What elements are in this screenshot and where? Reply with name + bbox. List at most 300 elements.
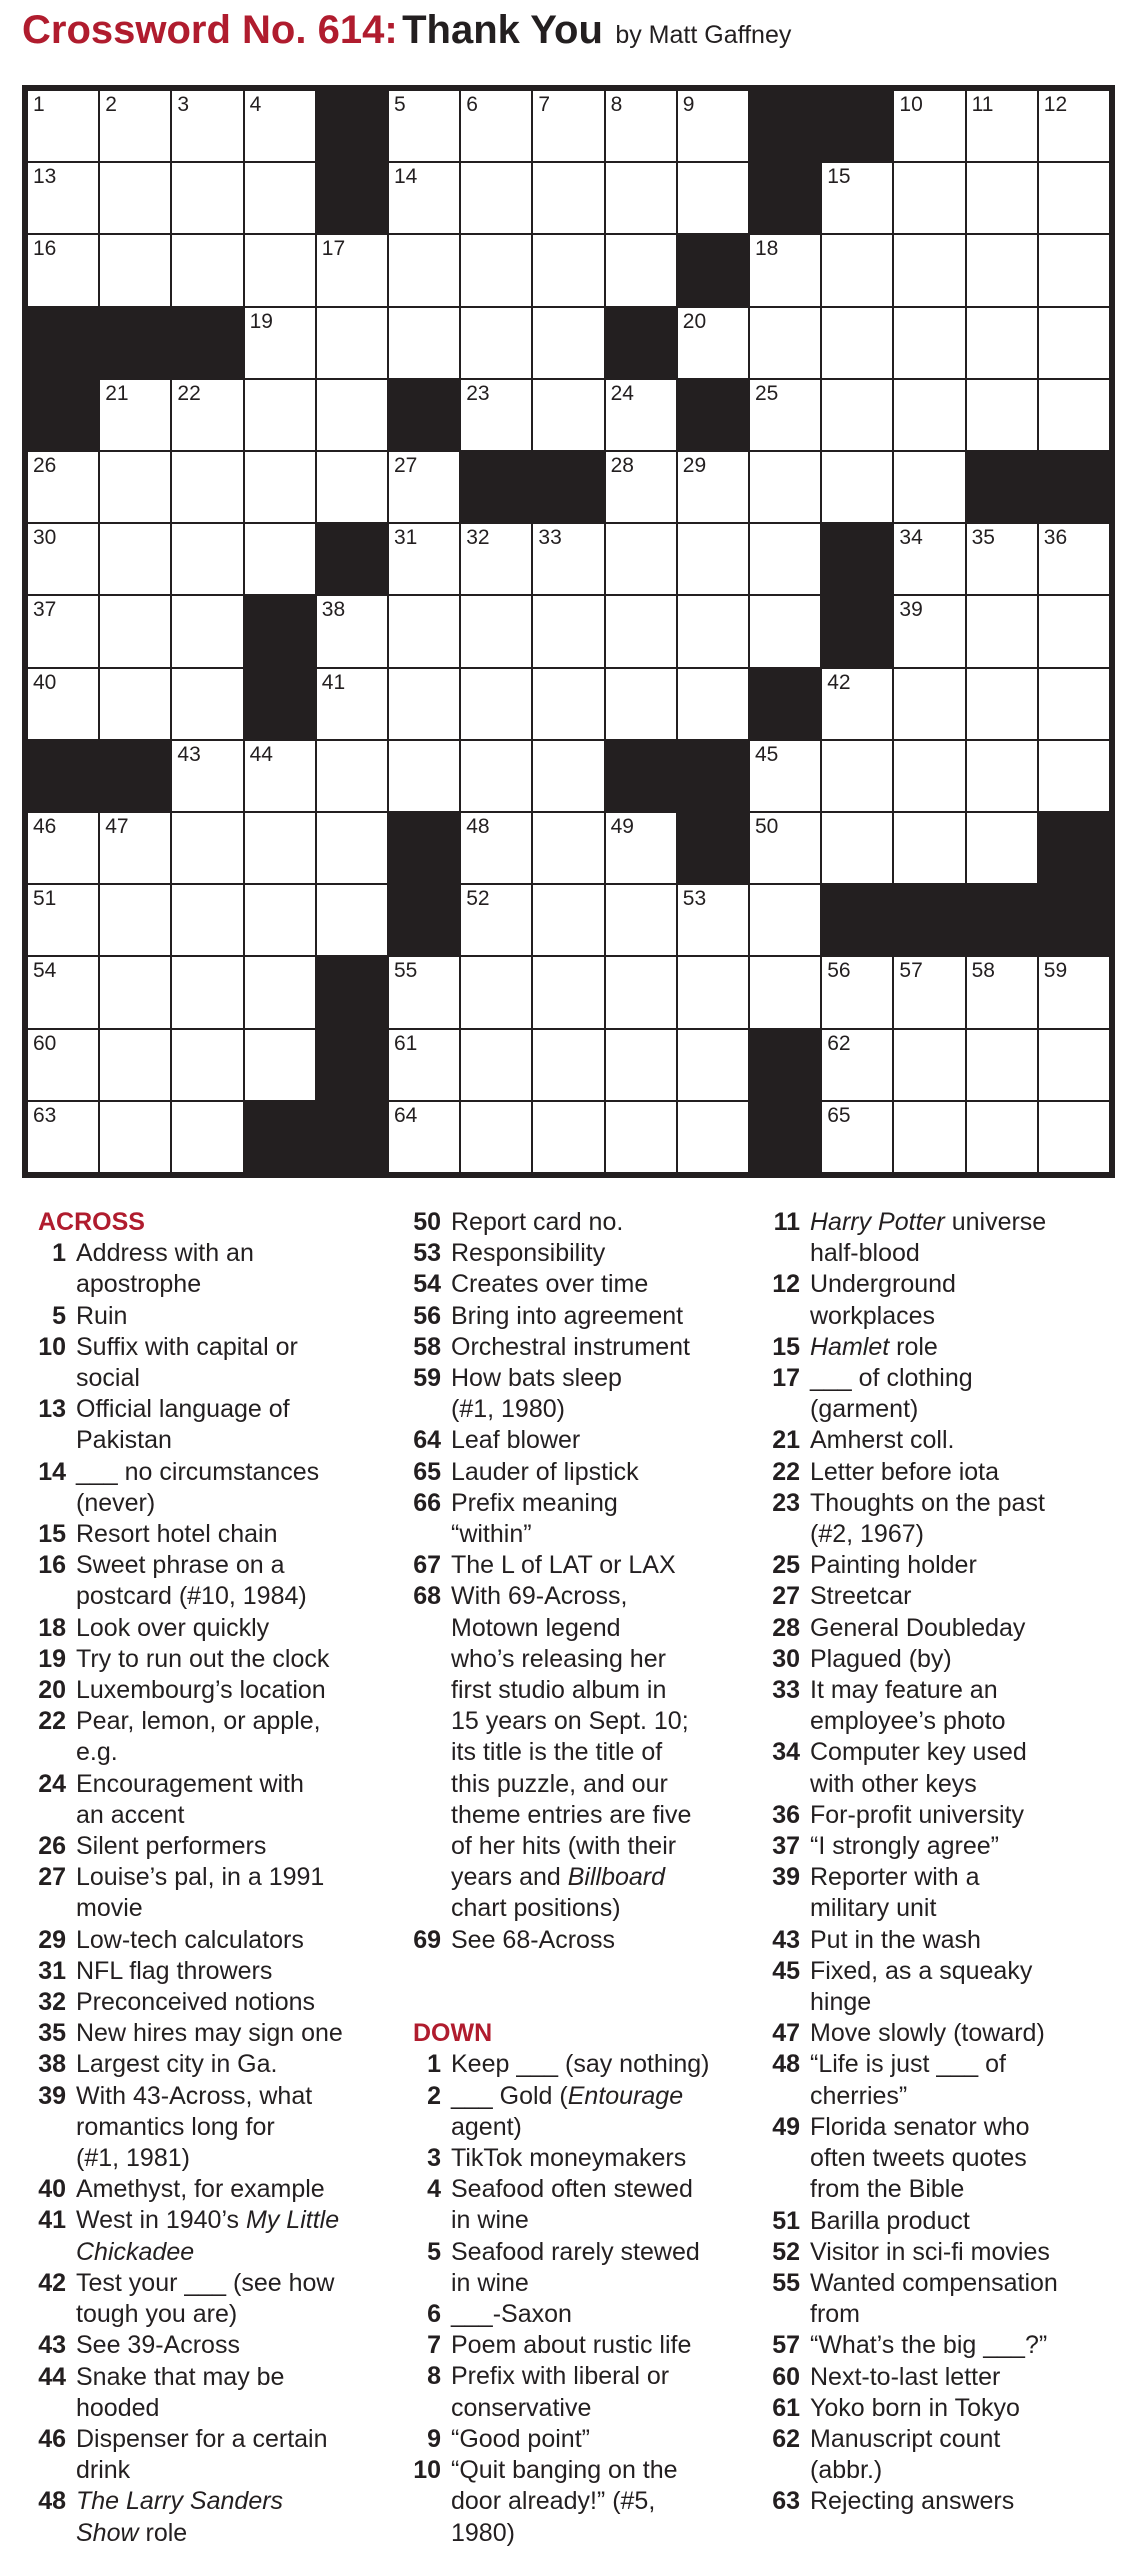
clue: 5 Seafood rarely stewed [413, 2237, 758, 2268]
grid-cell[interactable] [532, 523, 604, 595]
clue: 48 The Larry Sanders [38, 2486, 388, 2517]
grid-cell[interactable] [605, 668, 677, 740]
grid-cell[interactable] [27, 451, 99, 523]
grid-cell[interactable] [1038, 234, 1110, 306]
grid-cell[interactable] [1038, 307, 1110, 379]
grid-cell[interactable] [244, 162, 316, 234]
clue: 68 With 69-Across, [413, 1581, 758, 1612]
clue-number: 43 [38, 2331, 66, 2360]
grid-cell[interactable] [605, 451, 677, 523]
clue-number: 38 [38, 2050, 66, 2079]
puzzle-theme: Thank You [402, 8, 603, 52]
grid-cell[interactable] [460, 90, 532, 162]
clue-number: 5 [52, 1301, 66, 1330]
clue-continuation: tough you are) [76, 2300, 238, 2329]
grid-cell[interactable] [966, 1029, 1038, 1101]
grid-cell[interactable] [749, 523, 821, 595]
grid-cell[interactable] [1038, 90, 1110, 162]
grid-cell[interactable] [821, 451, 893, 523]
grid-cell[interactable] [532, 740, 604, 812]
grid-cell[interactable] [460, 1101, 532, 1173]
grid-cell[interactable] [893, 595, 965, 667]
black-square [749, 1101, 821, 1173]
grid-cell[interactable] [1038, 379, 1110, 451]
grid-cell[interactable] [893, 1101, 965, 1173]
grid-cell[interactable] [749, 884, 821, 956]
grid-cell[interactable] [749, 451, 821, 523]
puzzle-title [22, 8, 791, 64]
grid-cell[interactable] [966, 307, 1038, 379]
grid-cell[interactable] [605, 523, 677, 595]
grid-cell[interactable] [893, 523, 965, 595]
grid-cell[interactable] [388, 595, 460, 667]
grid-cell[interactable] [893, 451, 965, 523]
clue: 2 ___ Gold (Entourage [413, 2081, 758, 2112]
cell-number: 26 [33, 453, 57, 477]
grid-cell[interactable] [966, 740, 1038, 812]
clue-number: 55 [772, 2268, 800, 2297]
clue-continuation: employee’s photo [810, 1707, 1006, 1736]
grid-cell[interactable] [27, 90, 99, 162]
grid-cell[interactable] [605, 1029, 677, 1101]
grid-cell[interactable] [244, 523, 316, 595]
grid-cell[interactable] [171, 90, 243, 162]
grid-cell[interactable] [316, 884, 388, 956]
grid-cell[interactable] [821, 379, 893, 451]
grid-cell[interactable] [821, 1029, 893, 1101]
grid-cell[interactable] [605, 884, 677, 956]
grid-cell[interactable] [460, 234, 532, 306]
grid-cell[interactable] [966, 90, 1038, 162]
grid-cell[interactable] [27, 523, 99, 595]
cell-number: 65 [827, 1103, 851, 1127]
clue-number: 45 [772, 1956, 800, 1985]
section-gap [413, 1956, 758, 2018]
cell-number: 50 [754, 814, 779, 838]
grid-cell[interactable] [244, 1029, 316, 1101]
grid-cell[interactable] [171, 1101, 243, 1173]
black-square [1038, 884, 1110, 956]
clue-number: 20 [38, 1676, 66, 1705]
clue: 17 ___ of clothing [772, 1363, 1127, 1394]
cell-number: 60 [33, 1031, 57, 1055]
grid-cell[interactable] [966, 234, 1038, 306]
clue: 20 Luxembourg’s location [38, 1675, 388, 1706]
clue: 16 Sweet phrase on a [38, 1550, 388, 1581]
grid-cell[interactable] [316, 812, 388, 884]
grid-cell[interactable] [749, 307, 821, 379]
clue-continuation: (#2, 1967) [810, 1520, 924, 1549]
grid-cell[interactable] [966, 523, 1038, 595]
grid-cell[interactable] [99, 379, 171, 451]
grid-cell[interactable] [893, 740, 965, 812]
clue-number: 29 [38, 1925, 66, 1954]
cell-number: 5 [393, 93, 406, 116]
black-square [821, 884, 893, 956]
grid-cell[interactable] [821, 234, 893, 306]
black-square [532, 451, 604, 523]
grid-cell[interactable] [677, 595, 749, 667]
cell-number: 58 [971, 959, 995, 983]
grid-cell[interactable] [99, 451, 171, 523]
clue: 25 Painting holder [772, 1550, 1127, 1581]
grid-cell[interactable] [99, 668, 171, 740]
grid-cell[interactable] [460, 812, 532, 884]
clue: 62 Manuscript count [772, 2424, 1127, 2455]
grid-cell[interactable] [821, 668, 893, 740]
clue-number: 41 [38, 2206, 66, 2235]
grid-cell[interactable] [821, 956, 893, 1028]
grid-cell[interactable] [749, 234, 821, 306]
clue-continuation: apostrophe [76, 1270, 202, 1299]
clue: 43 See 39-Across [38, 2330, 388, 2361]
clue: 43 Put in the wash [772, 1925, 1127, 1956]
clue: 18 Look over quickly [38, 1613, 388, 1644]
clue-number: 22 [38, 1707, 66, 1736]
cell-number: 36 [1043, 526, 1068, 550]
grid-cell[interactable] [99, 884, 171, 956]
grid-cell[interactable] [532, 668, 604, 740]
grid-cell[interactable] [532, 595, 604, 667]
grid-cell[interactable] [677, 90, 749, 162]
grid-cell[interactable] [605, 162, 677, 234]
grid-cell[interactable] [966, 668, 1038, 740]
black-square [893, 884, 965, 956]
clue-continuation: years and Billboard [451, 1863, 666, 1892]
grid-cell[interactable] [388, 523, 460, 595]
cell-number: 9 [682, 93, 695, 116]
grid-cell[interactable] [99, 523, 171, 595]
black-square [244, 668, 316, 740]
grid-cell[interactable] [27, 884, 99, 956]
grid-cell[interactable] [316, 451, 388, 523]
grid-cell[interactable] [388, 740, 460, 812]
grid-cell[interactable] [171, 523, 243, 595]
clue: 14 ___ no circumstances [38, 1457, 388, 1488]
grid-cell[interactable] [460, 884, 532, 956]
clue-continuation: theme entries are five [451, 1800, 692, 1829]
grid-cell[interactable] [677, 307, 749, 379]
clue-number: 60 [772, 2362, 800, 2391]
grid-cell[interactable] [27, 668, 99, 740]
grid-cell[interactable] [605, 379, 677, 451]
clue-number: 69 [413, 1925, 441, 1954]
grid-cell[interactable] [171, 1029, 243, 1101]
clue: 22 Pear, lemon, or apple, [38, 1706, 388, 1737]
grid-cell[interactable] [316, 740, 388, 812]
grid-cell[interactable] [460, 523, 532, 595]
clue-number: 48 [38, 2487, 66, 2516]
grid-cell[interactable] [27, 595, 99, 667]
grid-cell[interactable] [532, 1101, 604, 1173]
clue-number: 5 [427, 2237, 441, 2266]
clue-number: 22 [772, 1457, 800, 1486]
grid-cell[interactable] [966, 1101, 1038, 1173]
grid-cell[interactable] [1038, 1101, 1110, 1173]
grid-cell[interactable] [749, 379, 821, 451]
clue-number: 10 [38, 1332, 66, 1361]
grid-cell[interactable] [1038, 523, 1110, 595]
black-square [27, 379, 99, 451]
grid-cell[interactable] [532, 162, 604, 234]
grid-cell[interactable] [388, 956, 460, 1028]
grid-cell[interactable] [749, 740, 821, 812]
grid-cell[interactable] [27, 812, 99, 884]
grid-cell[interactable] [532, 307, 604, 379]
grid-cell[interactable] [966, 379, 1038, 451]
cell-number: 27 [393, 453, 418, 477]
grid-cell[interactable] [893, 90, 965, 162]
grid-cell[interactable] [99, 90, 171, 162]
grid-cell[interactable] [171, 668, 243, 740]
clue-continuation: postcard (#10, 1984) [76, 1582, 307, 1611]
clue-number: 35 [38, 2019, 66, 2048]
grid-cell[interactable] [388, 307, 460, 379]
grid-cell[interactable] [460, 668, 532, 740]
grid-cell[interactable] [316, 234, 388, 306]
cell-number: 56 [827, 959, 851, 983]
grid-cell[interactable] [244, 740, 316, 812]
clue: 42 Test your ___ (see how [38, 2268, 388, 2299]
grid-cell[interactable] [171, 451, 243, 523]
clue-number: 50 [413, 1208, 441, 1236]
grid-cell[interactable] [677, 523, 749, 595]
grid-cell[interactable] [893, 1029, 965, 1101]
clue-number: 28 [772, 1613, 800, 1642]
grid-cell[interactable] [893, 162, 965, 234]
grid-cell[interactable] [677, 1029, 749, 1101]
grid-cell[interactable] [460, 162, 532, 234]
grid-cell[interactable] [388, 90, 460, 162]
grid-cell[interactable] [99, 234, 171, 306]
grid-cell[interactable] [1038, 595, 1110, 667]
grid-cell[interactable] [244, 379, 316, 451]
grid-cell[interactable] [99, 956, 171, 1028]
black-square [244, 595, 316, 667]
grid-cell[interactable] [893, 956, 965, 1028]
clue: 12 Underground [772, 1269, 1127, 1300]
clue-number: 47 [772, 2019, 800, 2048]
clue-number: 51 [772, 2206, 800, 2235]
grid-cell[interactable] [460, 740, 532, 812]
grid-cell[interactable] [244, 451, 316, 523]
grid-cell[interactable] [821, 1101, 893, 1173]
clue-continuation: cherries” [810, 2081, 908, 2110]
grid-cell[interactable] [244, 234, 316, 306]
grid-cell[interactable] [677, 162, 749, 234]
grid-cell[interactable] [677, 956, 749, 1028]
grid-cell[interactable] [605, 90, 677, 162]
clue: 39 Reporter with a [772, 1862, 1127, 1893]
cell-number: 24 [610, 381, 634, 405]
grid-cell[interactable] [27, 234, 99, 306]
clue-number: 64 [413, 1426, 441, 1455]
clue-number: 59 [413, 1364, 441, 1393]
cell-number: 4 [249, 93, 262, 116]
grid-cell[interactable] [966, 162, 1038, 234]
cell-number: 30 [33, 526, 57, 550]
grid-cell[interactable] [388, 1029, 460, 1101]
grid-cell[interactable] [171, 162, 243, 234]
black-square [749, 668, 821, 740]
grid-cell[interactable] [532, 884, 604, 956]
grid-cell[interactable] [388, 1101, 460, 1173]
grid-cell[interactable] [388, 162, 460, 234]
cell-number: 63 [33, 1103, 57, 1127]
grid-cell[interactable] [171, 884, 243, 956]
grid-cell[interactable] [605, 812, 677, 884]
grid-cell[interactable] [171, 234, 243, 306]
clue-number: 14 [38, 1457, 66, 1486]
grid-cell[interactable] [749, 595, 821, 667]
grid-cell[interactable] [532, 956, 604, 1028]
clue-number: 23 [772, 1488, 800, 1517]
grid-cell[interactable] [966, 595, 1038, 667]
clue-continuation: in wine [451, 2268, 529, 2297]
clue-continuation: often tweets quotes [810, 2144, 1027, 2173]
grid-cell[interactable] [316, 595, 388, 667]
grid-cell[interactable] [99, 1029, 171, 1101]
clue: 41 West in 1940’s My Little [38, 2205, 388, 2236]
grid-cell[interactable] [460, 379, 532, 451]
grid-cell[interactable] [460, 1029, 532, 1101]
grid-cell[interactable] [244, 812, 316, 884]
grid-cell[interactable] [677, 451, 749, 523]
grid-cell[interactable] [27, 162, 99, 234]
clue-continuation: hinge [810, 1988, 872, 2017]
clue: 58 Orchestral instrument [413, 1332, 758, 1363]
clue: 3 TikTok moneymakers [413, 2143, 758, 2174]
grid-cell[interactable] [605, 956, 677, 1028]
clue-continuation: hooded [76, 2393, 160, 2422]
clue: 40 Amethyst, for example [38, 2174, 388, 2205]
grid-cell[interactable] [99, 162, 171, 234]
grid-cell[interactable] [388, 451, 460, 523]
grid-cell[interactable] [460, 307, 532, 379]
clue-continuation: chart positions) [451, 1894, 621, 1923]
clue: 56 Bring into agreement [413, 1301, 758, 1332]
grid-cell[interactable] [605, 234, 677, 306]
grid-cell[interactable] [893, 668, 965, 740]
grid-cell[interactable] [316, 379, 388, 451]
grid-cell[interactable] [893, 379, 965, 451]
grid-cell[interactable] [966, 956, 1038, 1028]
cell-number: 14 [393, 165, 418, 189]
grid-cell[interactable] [1038, 956, 1110, 1028]
clue-number: 25 [772, 1551, 800, 1580]
grid-cell[interactable] [532, 379, 604, 451]
cell-number: 62 [827, 1031, 851, 1055]
black-square [388, 812, 460, 884]
grid-cell[interactable] [27, 1029, 99, 1101]
grid-cell[interactable] [99, 812, 171, 884]
crossword-grid-frame [22, 85, 1115, 1178]
grid-cell[interactable] [966, 812, 1038, 884]
grid-cell[interactable] [27, 1101, 99, 1173]
grid-cell[interactable] [171, 956, 243, 1028]
grid-cell[interactable] [316, 307, 388, 379]
clue-number: 65 [413, 1457, 441, 1486]
clue-continuation: half-blood [810, 1239, 920, 1268]
cell-number: 38 [321, 598, 346, 622]
grid-cell[interactable] [1038, 162, 1110, 234]
grid-cell[interactable] [821, 162, 893, 234]
clue-number: 24 [38, 1769, 66, 1798]
grid-cell[interactable] [171, 595, 243, 667]
black-square [99, 307, 171, 379]
clue-number: 48 [772, 2050, 800, 2079]
grid-cell[interactable] [749, 956, 821, 1028]
grid-cell[interactable] [1038, 740, 1110, 812]
grid-cell[interactable] [171, 812, 243, 884]
clue-number: 52 [772, 2237, 800, 2266]
grid-cell[interactable] [99, 595, 171, 667]
grid-cell[interactable] [244, 307, 316, 379]
grid-cell[interactable] [27, 956, 99, 1028]
clue-number: 18 [38, 1613, 66, 1642]
grid-cell[interactable] [99, 1101, 171, 1173]
grid-cell[interactable] [388, 668, 460, 740]
clue-number: 27 [772, 1582, 800, 1611]
clue-number: 34 [772, 1738, 800, 1767]
clue: 30 Plagued (by) [772, 1644, 1127, 1675]
clue: 31 NFL flag throwers [38, 1956, 388, 1987]
grid-cell[interactable] [171, 379, 243, 451]
cell-number: 52 [466, 887, 490, 911]
grid-cell[interactable] [316, 668, 388, 740]
grid-cell[interactable] [821, 740, 893, 812]
black-square [749, 1029, 821, 1101]
grid-cell[interactable] [605, 1101, 677, 1173]
clue: 34 Computer key used [772, 1737, 1127, 1768]
grid-cell[interactable] [677, 884, 749, 956]
clue-number: 44 [38, 2362, 66, 2391]
cell-number: 64 [393, 1103, 418, 1127]
cell-number: 6 [466, 93, 478, 116]
grid-cell[interactable] [244, 956, 316, 1028]
grid-cell[interactable] [171, 740, 243, 812]
cell-number: 34 [899, 526, 923, 550]
clue-continuation: 1980) [451, 2518, 515, 2547]
grid-cell[interactable] [821, 307, 893, 379]
grid-cell[interactable] [244, 90, 316, 162]
grid-cell[interactable] [1038, 1029, 1110, 1101]
grid-cell[interactable] [893, 812, 965, 884]
grid-cell[interactable] [460, 595, 532, 667]
grid-cell[interactable] [532, 90, 604, 162]
grid-cell[interactable] [821, 812, 893, 884]
grid-cell[interactable] [677, 668, 749, 740]
grid-cell[interactable] [532, 1029, 604, 1101]
clue-number: 40 [38, 2175, 66, 2204]
grid-cell[interactable] [460, 956, 532, 1028]
grid-cell[interactable] [677, 1101, 749, 1173]
grid-cell[interactable] [893, 234, 965, 306]
clue: 32 Preconceived notions [38, 1987, 388, 2018]
grid-cell[interactable] [1038, 668, 1110, 740]
grid-cell[interactable] [244, 884, 316, 956]
grid-cell[interactable] [532, 234, 604, 306]
puzzle-number: Crossword No. 614: [22, 8, 398, 52]
grid-cell[interactable] [532, 812, 604, 884]
clue-number: 39 [772, 1863, 800, 1892]
clue: 51 Barilla product [772, 2206, 1127, 2237]
grid-cell[interactable] [388, 234, 460, 306]
grid-cell[interactable] [749, 812, 821, 884]
grid-cell[interactable] [893, 307, 965, 379]
grid-cell[interactable] [605, 595, 677, 667]
clue-number: 19 [38, 1644, 66, 1673]
